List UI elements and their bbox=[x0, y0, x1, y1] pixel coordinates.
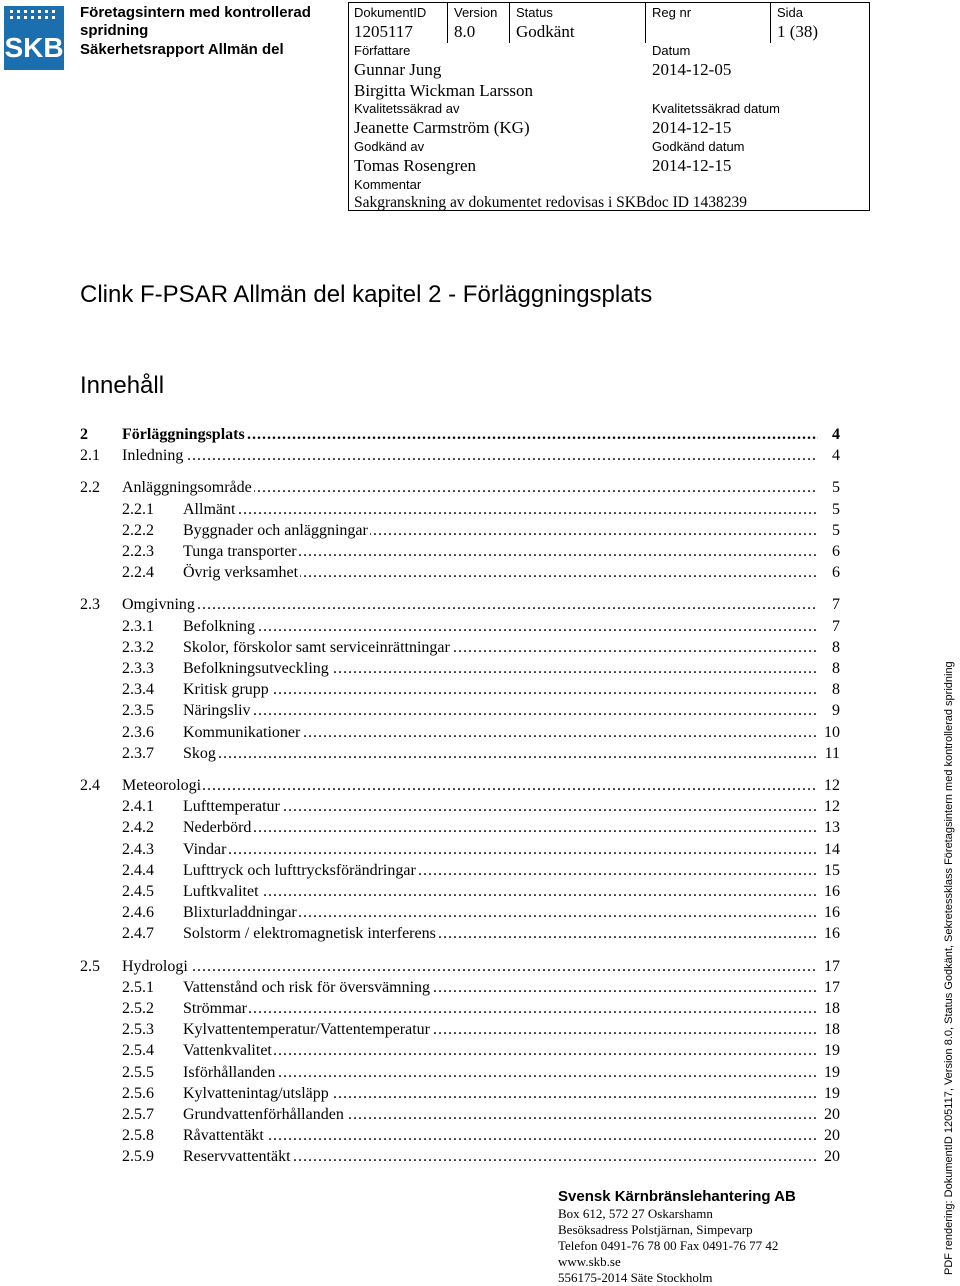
toc-entry-page: 13 bbox=[818, 818, 840, 837]
company-name: Svensk Kärnbränslehantering AB bbox=[558, 1188, 796, 1205]
forfattare-value-2: Birgitta Wickman Larsson bbox=[354, 81, 534, 100]
toc-entry[interactable] bbox=[80, 776, 840, 795]
toc-entry-number: 2.3.7 bbox=[122, 745, 154, 762]
toc-entry-number: 2.3.1 bbox=[122, 618, 154, 635]
toc-entry[interactable] bbox=[80, 840, 840, 859]
toc-entry[interactable] bbox=[80, 1020, 840, 1039]
toc-entry-title: Kritisk grupp bbox=[183, 681, 269, 698]
toc-entry-title: Omgivning bbox=[122, 596, 195, 613]
toc-leader-dots bbox=[183, 1126, 818, 1145]
document-title: Clink F-PSAR Allmän del kapitel 2 - Förläggningsplats bbox=[80, 281, 653, 308]
toc-leader-dots bbox=[183, 1041, 818, 1060]
toc-entry[interactable] bbox=[80, 744, 840, 763]
pdf-rendering-note: PDF rendering: DokumentID 1205117, Version 8.0, Status Godkänt, Sekretessklass Företagsintern med kontrollerad spridning bbox=[943, 661, 955, 1275]
toc-entry-number: 2.5.8 bbox=[122, 1127, 154, 1144]
toc-entry-title: Tunga transporter bbox=[183, 543, 297, 560]
toc-entry[interactable] bbox=[80, 659, 840, 678]
datum-label: Datum bbox=[652, 43, 691, 58]
toc-entry-number: 2.4.4 bbox=[122, 862, 154, 879]
toc-entry[interactable] bbox=[80, 978, 840, 997]
toc-entry-page: 20 bbox=[818, 1126, 840, 1145]
toc-entry-number: 2.4.1 bbox=[122, 798, 154, 815]
toc-entry-page: 9 bbox=[818, 701, 840, 720]
toc-entry-title: Kylvattenintag/utsläpp bbox=[183, 1085, 329, 1102]
toc-entry-page: 18 bbox=[818, 999, 840, 1018]
toc-entry[interactable] bbox=[80, 1084, 840, 1103]
toc-leader-dots bbox=[183, 1063, 818, 1082]
toc-entry-number: 2.4 bbox=[80, 777, 100, 794]
toc-entry-page: 10 bbox=[818, 723, 840, 742]
toc-entry-number: 2.3.2 bbox=[122, 639, 154, 656]
toc-entry[interactable] bbox=[80, 1063, 840, 1082]
toc-entry-title: Näringsliv bbox=[183, 702, 251, 719]
toc-entry-page: 5 bbox=[818, 500, 840, 519]
toc-entry-page: 17 bbox=[818, 957, 840, 976]
toc-entry-title: Vattenstånd och risk för översvämning bbox=[183, 979, 431, 996]
toc-entry[interactable] bbox=[80, 818, 840, 837]
toc-heading: Innehåll bbox=[80, 372, 165, 399]
toc-entry-number: 2.2 bbox=[80, 479, 100, 496]
kvalitetssakrad-av-value: Jeanette Carmström (KG) bbox=[354, 118, 530, 137]
kommentar-value: Sakgranskning av dokumentet redovisas i SKBdoc ID 1438239 bbox=[354, 194, 748, 211]
version-label: Version bbox=[454, 5, 498, 20]
toc-entry-title: Allmänt bbox=[183, 501, 236, 518]
godkand-datum-label: Godkänd datum bbox=[652, 139, 745, 154]
toc-entry-title: Isförhållanden bbox=[183, 1064, 276, 1081]
status-label: Status bbox=[516, 5, 553, 20]
toc-entry-number: 2.2.3 bbox=[122, 543, 154, 560]
kvalitetssakrad-datum-label: Kvalitetssäkrad datum bbox=[652, 101, 780, 116]
toc-leader-dots bbox=[122, 776, 818, 795]
toc-leader-dots bbox=[183, 744, 818, 763]
toc-entry-page: 4 bbox=[818, 446, 840, 465]
website-link[interactable]: www.skb.se bbox=[558, 1254, 621, 1269]
toc-entry-title: Grundvattenförhållanden bbox=[183, 1106, 344, 1123]
toc-entry-number: 2.5.9 bbox=[122, 1148, 154, 1165]
toc-entry[interactable] bbox=[80, 617, 840, 636]
toc-entry[interactable] bbox=[80, 861, 840, 880]
toc-entry-title: Blixturladdningar bbox=[183, 904, 297, 921]
toc-entry-page: 8 bbox=[818, 659, 840, 678]
toc-entry-page: 19 bbox=[818, 1063, 840, 1082]
toc-entry-page: 20 bbox=[818, 1105, 840, 1124]
toc-entry-title: Luftkvalitet bbox=[183, 883, 259, 900]
divider bbox=[509, 3, 510, 43]
toc-leader-dots bbox=[122, 957, 818, 976]
toc-entry-page: 7 bbox=[818, 617, 840, 636]
toc-entry-title: Vindar bbox=[183, 841, 227, 858]
toc-entry-number: 2.5.4 bbox=[122, 1042, 154, 1059]
report-type-label: Säkerhetsrapport Allmän del bbox=[80, 41, 284, 58]
toc-entry-page: 12 bbox=[818, 797, 840, 816]
registration-number: 556175-2014 Säte Stockholm bbox=[558, 1270, 713, 1285]
toc-entry[interactable] bbox=[80, 478, 840, 497]
toc-entry-number: 2 bbox=[80, 426, 88, 443]
toc-entry-page: 16 bbox=[818, 882, 840, 901]
godkand-av-label: Godkänd av bbox=[354, 139, 425, 154]
divider bbox=[770, 3, 771, 43]
toc-entry-number: 2.5.1 bbox=[122, 979, 154, 996]
toc-entry-page: 8 bbox=[818, 638, 840, 657]
toc-entry[interactable] bbox=[80, 1126, 840, 1145]
toc-leader-dots bbox=[183, 701, 818, 720]
version-value: 8.0 bbox=[454, 22, 476, 41]
toc-entry-page: 16 bbox=[818, 924, 840, 943]
toc-entry-page: 6 bbox=[818, 542, 840, 561]
toc-entry-title: Inledning bbox=[122, 447, 184, 464]
toc-entry[interactable] bbox=[80, 500, 840, 519]
toc-entry-page: 17 bbox=[818, 978, 840, 997]
toc-entry-title: Vattenkvalitet bbox=[183, 1042, 272, 1059]
toc-entry[interactable] bbox=[80, 521, 840, 540]
toc-entry[interactable] bbox=[80, 797, 840, 816]
toc-leader-dots bbox=[183, 818, 818, 837]
toc-leader-dots bbox=[183, 999, 818, 1018]
forfattare-value-1: Gunnar Jung bbox=[354, 60, 442, 79]
toc-entry-page: 14 bbox=[818, 840, 840, 859]
toc-entry-number: 2.5.5 bbox=[122, 1064, 154, 1081]
toc-entry-page: 6 bbox=[818, 563, 840, 582]
godkand-av-value: Tomas Rosengren bbox=[354, 156, 477, 175]
toc-entry[interactable] bbox=[80, 563, 840, 582]
toc-entry-number: 2.2.1 bbox=[122, 501, 154, 518]
toc-leader-dots bbox=[183, 617, 818, 636]
toc-entry[interactable] bbox=[80, 446, 840, 465]
kvalitetssakrad-datum-value: 2014-12-15 bbox=[652, 118, 732, 137]
toc-entry-title: Reservvattentäkt bbox=[183, 1148, 291, 1165]
toc-entry[interactable] bbox=[80, 924, 840, 943]
skb-logo bbox=[4, 6, 64, 70]
toc-entry-number: 2.5.3 bbox=[122, 1021, 154, 1038]
toc-entry-title: Förläggningsplats bbox=[122, 426, 245, 443]
toc-entry-number: 2.5 bbox=[80, 958, 100, 975]
toc-entry-page: 20 bbox=[818, 1147, 840, 1166]
status-value: Godkänt bbox=[516, 22, 575, 41]
document-metadata-box bbox=[348, 2, 870, 211]
toc-leader-dots bbox=[183, 500, 818, 519]
toc-leader-dots bbox=[183, 882, 818, 901]
toc-leader-dots bbox=[122, 595, 818, 614]
regnr-label: Reg nr bbox=[652, 5, 692, 20]
toc-entry-number: 2.1 bbox=[80, 447, 100, 464]
toc-entry-title: Skolor, förskolor samt serviceinrättningar bbox=[183, 639, 450, 656]
toc-entry-title: Strömmar bbox=[183, 1000, 247, 1017]
toc-entry-number: 2.4.2 bbox=[122, 819, 154, 836]
toc-entry-page: 19 bbox=[818, 1041, 840, 1060]
toc-entry-title: Anläggningsområde bbox=[122, 479, 252, 496]
toc-entry-page: 15 bbox=[818, 861, 840, 880]
toc-entry-number: 2.4.3 bbox=[122, 841, 154, 858]
toc-entry[interactable] bbox=[80, 701, 840, 720]
toc-leader-dots bbox=[122, 446, 818, 465]
visiting-address: Besöksadress Polstjärnan, Simpevarp bbox=[558, 1222, 753, 1237]
toc-entry[interactable] bbox=[80, 903, 840, 922]
godkand-datum-value: 2014-12-15 bbox=[652, 156, 732, 175]
logo-text: SKB bbox=[4, 32, 64, 63]
toc-entry-number: 2.3.5 bbox=[122, 702, 154, 719]
toc-entry[interactable] bbox=[80, 595, 840, 614]
toc-entry[interactable] bbox=[80, 957, 840, 976]
toc-entry-title: Befolkningsutveckling bbox=[183, 660, 329, 677]
toc-entry-title: Lufttemperatur bbox=[183, 798, 280, 815]
phone-fax: Telefon 0491-76 78 00 Fax 0491-76 77 42 bbox=[558, 1238, 779, 1253]
kvalitetssakrad-av-label: Kvalitetssäkrad av bbox=[354, 101, 460, 116]
toc-entry[interactable] bbox=[80, 1105, 840, 1124]
toc-entry-number: 2.4.7 bbox=[122, 925, 154, 942]
toc-entry-title: Befolkning bbox=[183, 618, 255, 635]
toc-entry-number: 2.5.6 bbox=[122, 1085, 154, 1102]
toc-entry-number: 2.4.5 bbox=[122, 883, 154, 900]
divider bbox=[645, 3, 646, 43]
toc-entry-title: Solstorm / elektromagnetisk interferens bbox=[183, 925, 436, 942]
toc-entry[interactable] bbox=[80, 1041, 840, 1060]
toc-entry-number: 2.3 bbox=[80, 596, 100, 613]
toc-leader-dots bbox=[183, 840, 818, 859]
toc-entry[interactable] bbox=[80, 542, 840, 561]
toc-entry-page: 7 bbox=[818, 595, 840, 614]
toc-entry-title: Övrig verksamhet bbox=[183, 564, 299, 581]
toc-entry-page: 12 bbox=[818, 776, 840, 795]
toc-entry[interactable] bbox=[80, 999, 840, 1018]
toc-entry-number: 2.3.6 bbox=[122, 724, 154, 741]
toc-entry-title: Kylvattentemperatur/Vattentemperatur bbox=[183, 1021, 431, 1038]
dokumentid-label: DokumentID bbox=[354, 5, 427, 20]
toc-entry-number: 2.2.4 bbox=[122, 564, 154, 581]
forfattare-label: Författare bbox=[354, 43, 411, 58]
toc-entry[interactable] bbox=[80, 425, 840, 444]
toc-entry-title: Nederbörd bbox=[183, 819, 252, 836]
datum-value: 2014-12-05 bbox=[652, 60, 732, 79]
toc-entry[interactable] bbox=[80, 680, 840, 699]
toc-entry-title: Hydrologi bbox=[122, 958, 188, 975]
sida-value: 1 (38) bbox=[777, 22, 819, 41]
toc-entry-number: 2.3.4 bbox=[122, 681, 154, 698]
toc-entry[interactable] bbox=[80, 1147, 840, 1166]
toc-entry-number: 2.2.2 bbox=[122, 522, 154, 539]
toc-entry-number: 2.5.2 bbox=[122, 1000, 154, 1017]
kommentar-label: Kommentar bbox=[354, 177, 422, 192]
toc-leader-dots bbox=[183, 680, 818, 699]
toc-entry-page: 4 bbox=[818, 425, 840, 444]
toc-entry-page: 18 bbox=[818, 1020, 840, 1039]
toc-entry-title: Lufttryck och lufttrycksförändringar bbox=[183, 862, 416, 879]
toc-entry-page: 16 bbox=[818, 903, 840, 922]
company-footer bbox=[558, 1187, 796, 1286]
toc-entry-page: 8 bbox=[818, 680, 840, 699]
dokumentid-value: 1205117 bbox=[354, 22, 413, 41]
toc-entry-page: 5 bbox=[818, 521, 840, 540]
address-line: Box 612, 572 27 Oskarshamn bbox=[558, 1206, 713, 1221]
sida-label: Sida bbox=[777, 5, 804, 20]
toc-entry-page: 11 bbox=[818, 744, 840, 763]
toc-entry-page: 5 bbox=[818, 478, 840, 497]
toc-entry[interactable] bbox=[80, 638, 840, 657]
toc-entry-title: Byggnader och anläggningar bbox=[183, 522, 368, 539]
divider bbox=[447, 3, 448, 43]
toc-entry[interactable] bbox=[80, 723, 840, 742]
toc-entry-title: Kommunikationer bbox=[183, 724, 301, 741]
toc-entry-title: Skog bbox=[183, 745, 216, 762]
classification-label: Företagsintern med kontrollerad spridning bbox=[80, 4, 311, 39]
toc-entry[interactable] bbox=[80, 882, 840, 901]
toc-entry-number: 2.4.6 bbox=[122, 904, 154, 921]
toc-entry-number: 2.3.3 bbox=[122, 660, 154, 677]
toc-entry-number: 2.5.7 bbox=[122, 1106, 154, 1123]
toc-entry-title: Råvattentäkt bbox=[183, 1127, 264, 1144]
toc-entry-title: Meteorologi bbox=[122, 777, 202, 794]
toc-entry-page: 19 bbox=[818, 1084, 840, 1103]
